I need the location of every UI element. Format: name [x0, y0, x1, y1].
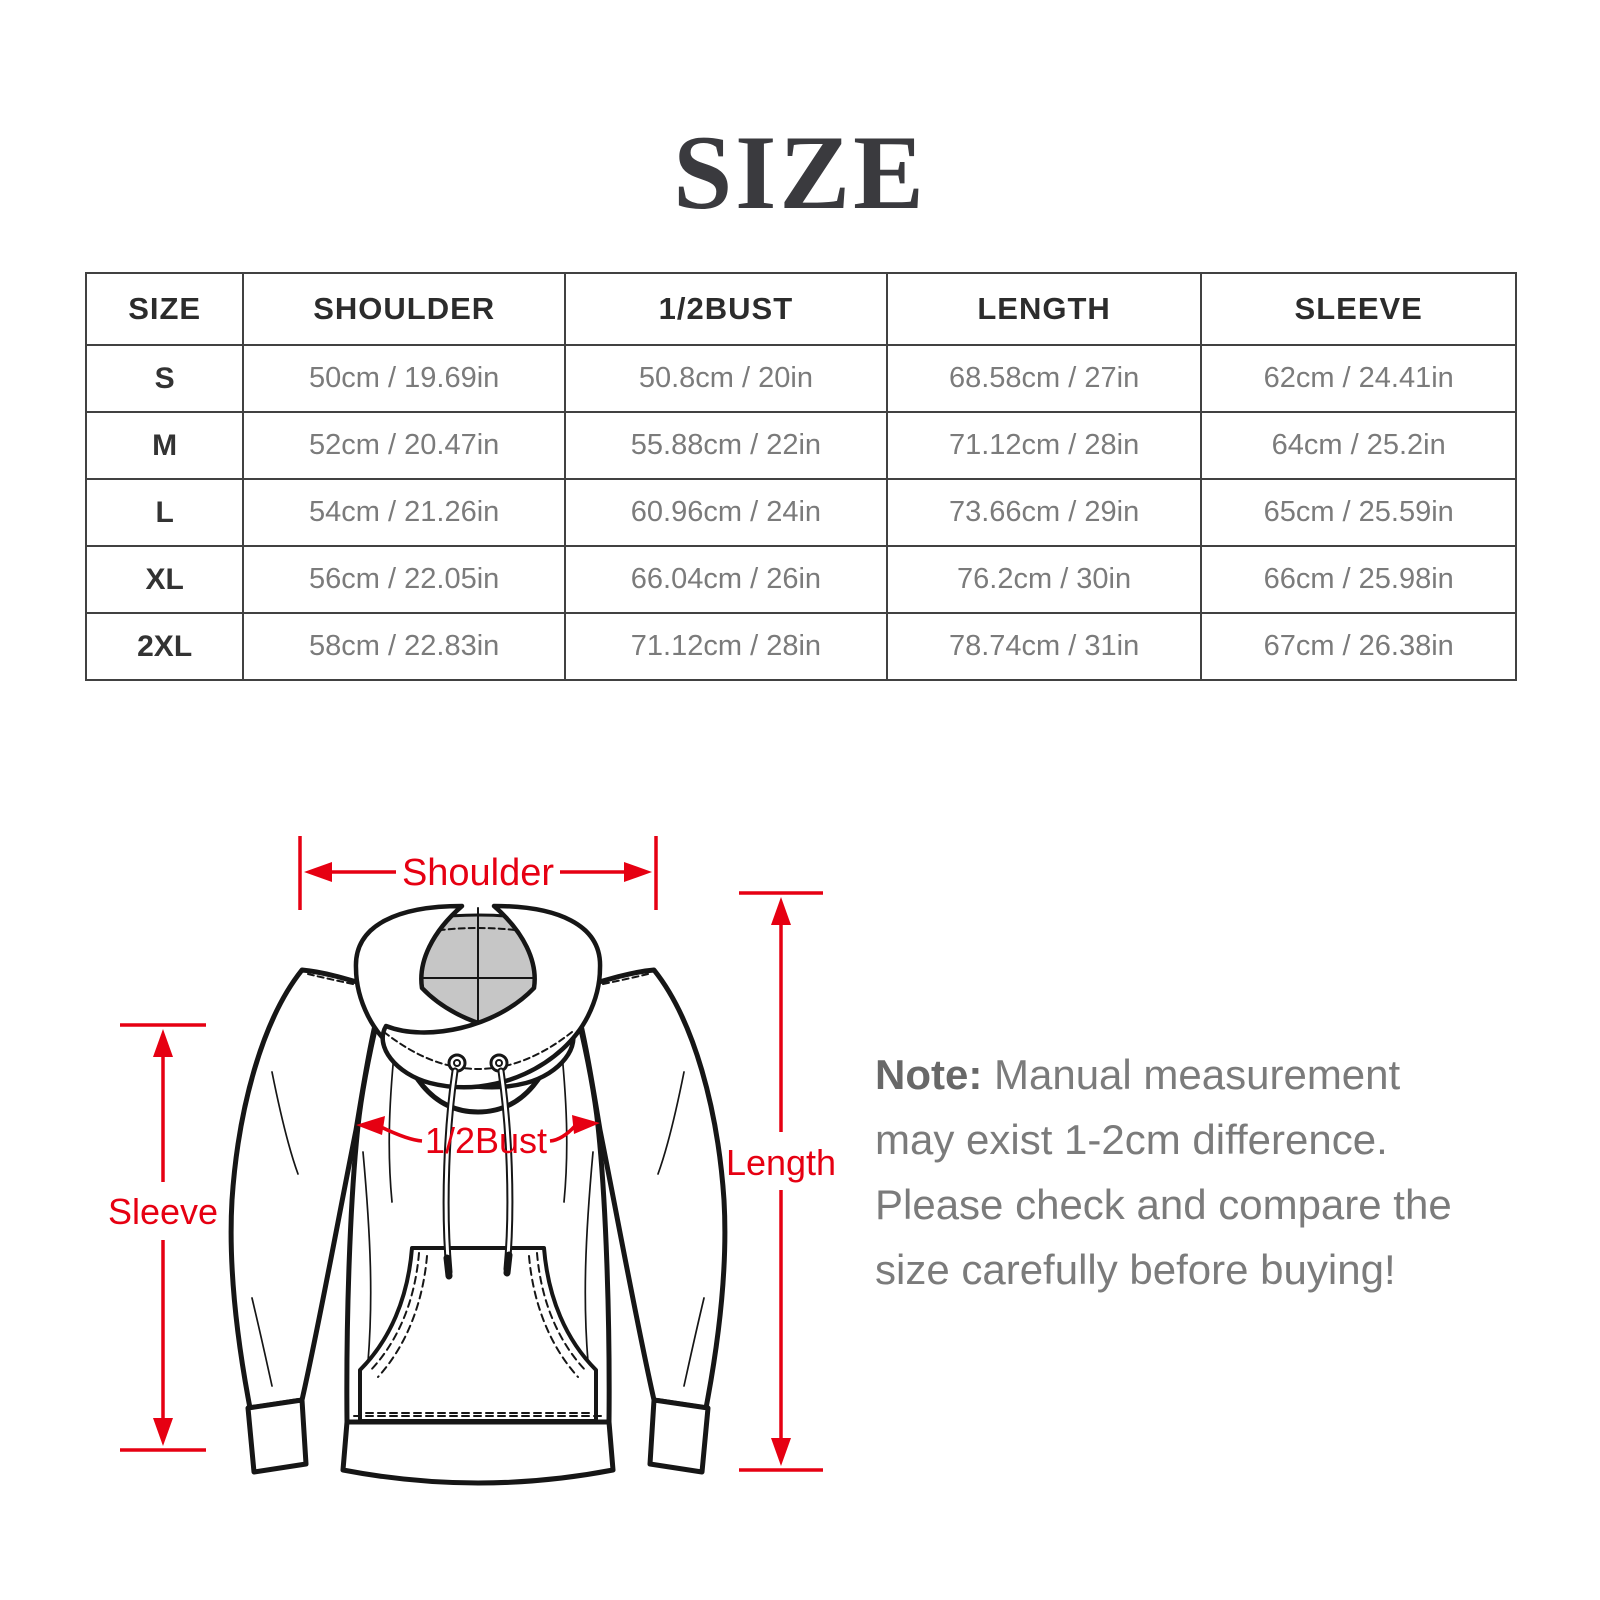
col-header-length: LENGTH: [887, 273, 1202, 345]
half-bust-label: 1/2Bust: [424, 1120, 548, 1161]
cell-length: 68.58cm / 27in: [887, 345, 1202, 412]
cell-shoulder: 54cm / 21.26in: [243, 479, 565, 546]
left-grommet-hole: [454, 1060, 460, 1066]
sleeve-label: Sleeve: [107, 1191, 219, 1232]
cell-sleeve: 65cm / 25.59in: [1201, 479, 1516, 546]
cell-size: 2XL: [86, 613, 243, 680]
cell-halfbust: 55.88cm / 22in: [565, 412, 887, 479]
note-body: Manual measurement may exist 1-2cm difference. Please check and compare the size carefully before buying!: [875, 1051, 1452, 1294]
cell-size: XL: [86, 546, 243, 613]
cell-halfbust: 60.96cm / 24in: [565, 479, 887, 546]
cell-length: 71.12cm / 28in: [887, 412, 1202, 479]
table-row: [86, 412, 1516, 479]
cell-length: 76.2cm / 30in: [887, 546, 1202, 613]
size-table: [85, 272, 1517, 681]
length-label: Length: [725, 1142, 837, 1183]
left-cuff: [248, 1400, 306, 1472]
note-label: Note:: [875, 1051, 983, 1098]
cell-size: M: [86, 412, 243, 479]
cell-sleeve: 64cm / 25.2in: [1201, 412, 1516, 479]
col-header-sleeve: SLEEVE: [1201, 273, 1516, 345]
col-header-size: SIZE: [86, 273, 243, 345]
note-text: [875, 1042, 1475, 1302]
col-header-halfbust: 1/2BUST: [565, 273, 887, 345]
table-row: [86, 546, 1516, 613]
cell-size: S: [86, 345, 243, 412]
table-row: [86, 479, 1516, 546]
cell-shoulder: 58cm / 22.83in: [243, 613, 565, 680]
cell-sleeve: 66cm / 25.98in: [1201, 546, 1516, 613]
cell-length: 73.66cm / 29in: [887, 479, 1202, 546]
right-cuff: [650, 1400, 708, 1472]
header-row: [86, 273, 1516, 345]
table-row: [86, 613, 1516, 680]
right-grommet-hole: [496, 1060, 502, 1066]
hoodie-measurement-diagram: [100, 820, 860, 1580]
cell-halfbust: 71.12cm / 28in: [565, 613, 887, 680]
hoodie-drawing: [231, 906, 725, 1483]
hem-band: [343, 1422, 613, 1483]
size-table-header: [86, 273, 1516, 345]
cell-halfbust: 50.8cm / 20in: [565, 345, 887, 412]
cell-sleeve: 67cm / 26.38in: [1201, 613, 1516, 680]
length-arrow: [726, 893, 836, 1470]
shoulder-arrow: [300, 836, 656, 910]
table-row: [86, 345, 1516, 412]
cell-shoulder: 52cm / 20.47in: [243, 412, 565, 479]
col-header-shoulder: SHOULDER: [243, 273, 565, 345]
cell-length: 78.74cm / 31in: [887, 613, 1202, 680]
cell-halfbust: 66.04cm / 26in: [565, 546, 887, 613]
cell-sleeve: 62cm / 24.41in: [1201, 345, 1516, 412]
shoulder-label: Shoulder: [401, 852, 555, 894]
cell-shoulder: 56cm / 22.05in: [243, 546, 565, 613]
sleeve-arrow: [108, 1025, 218, 1450]
cell-size: L: [86, 479, 243, 546]
cell-shoulder: 50cm / 19.69in: [243, 345, 565, 412]
page-title: SIZE: [673, 114, 927, 231]
